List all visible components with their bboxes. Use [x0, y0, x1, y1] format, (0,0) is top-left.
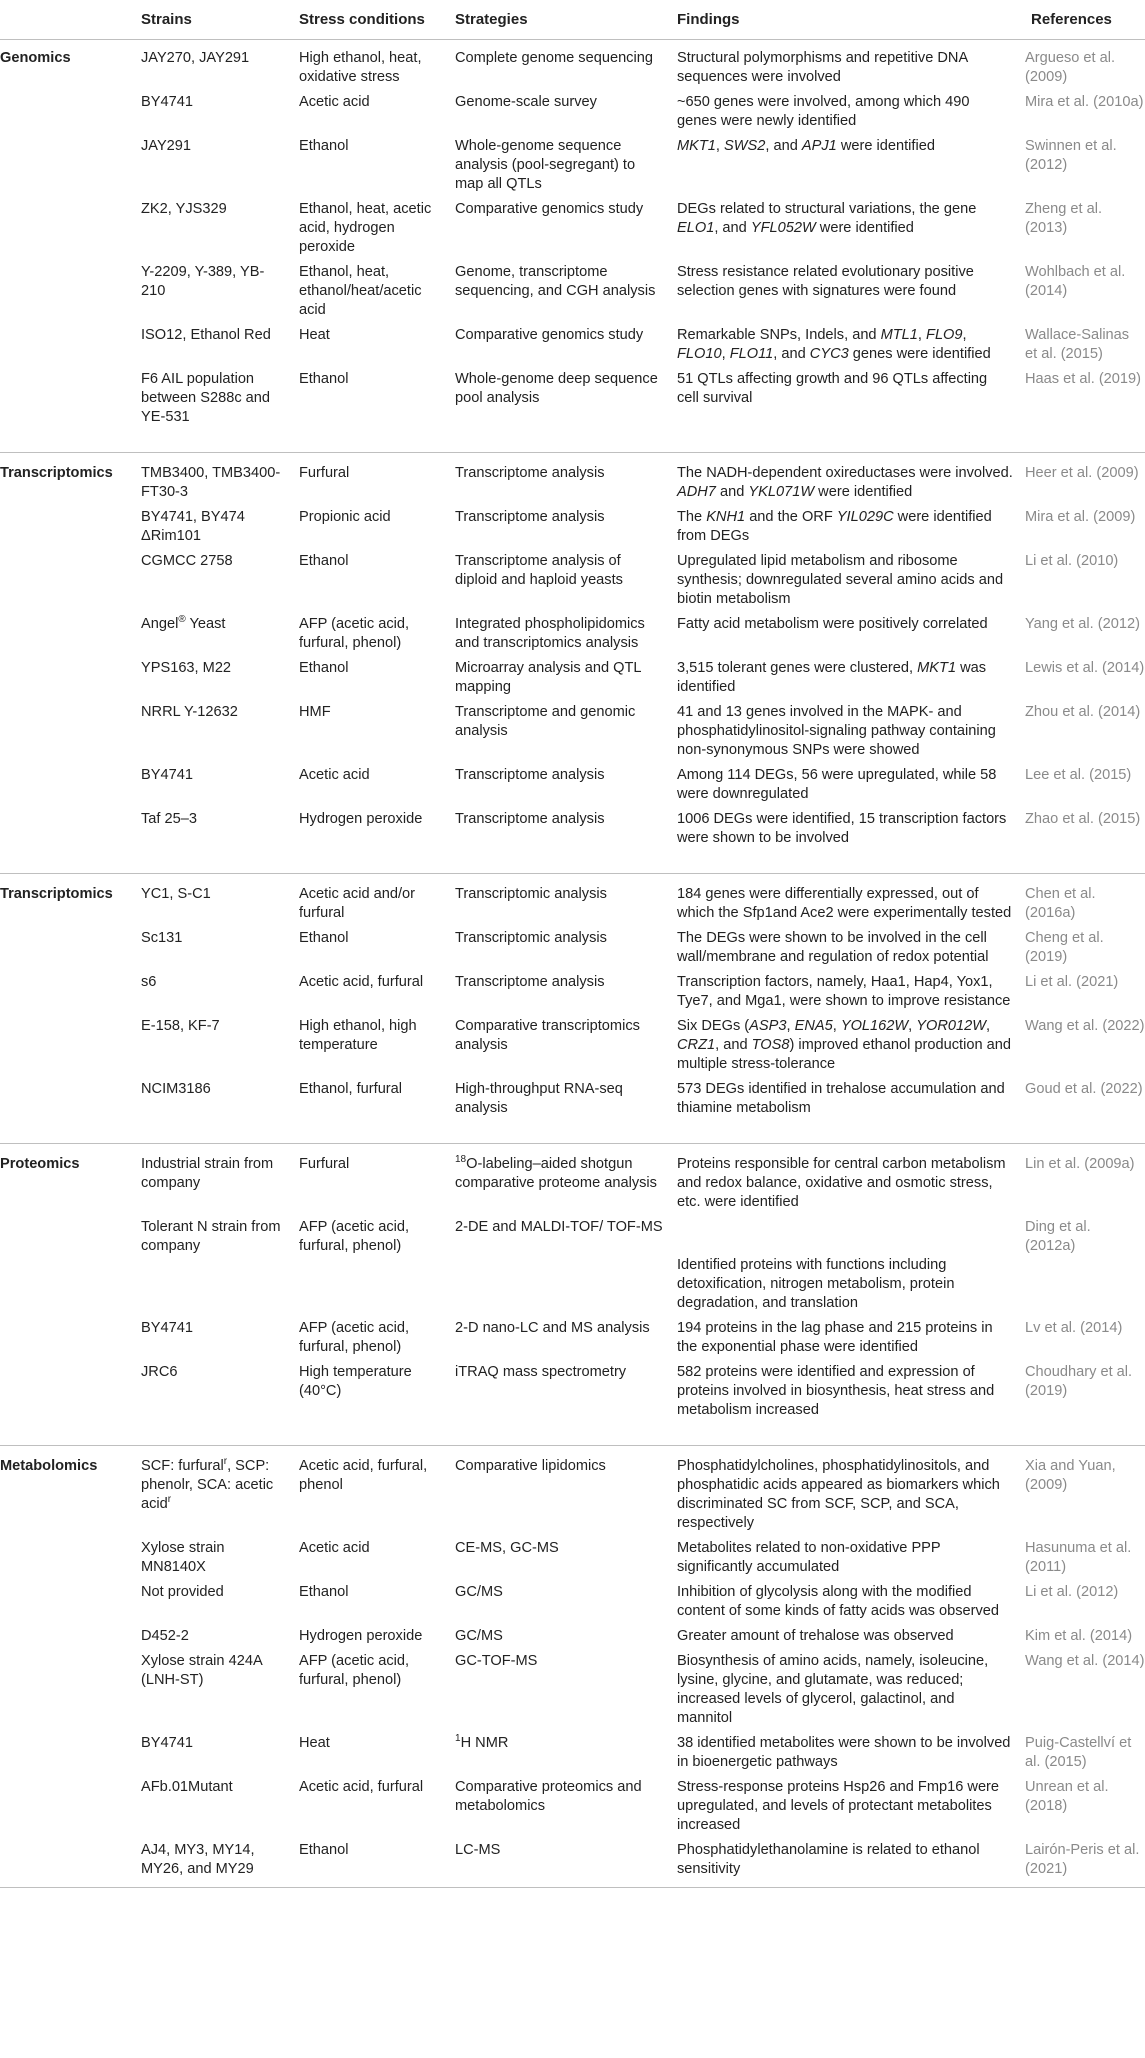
strategy-cell: Transcriptome analysis	[455, 811, 605, 827]
stress-cell: Acetic acid	[299, 94, 370, 110]
table-body	[0, 40, 1145, 1888]
strategy-cell: $^{18}$O-labeling–aided shotgun comparative proteome analysis	[455, 1154, 657, 1191]
findings-cell: Six DEGs (ASP3, ENA5, YOL162W, YOR012W, CRZ1, and TOS8) improved ethanol production and multiple stress-tolerance	[677, 1018, 1011, 1072]
findings-cell: Among 114 DEGs, 56 were upregulated, while 58 were downregulated	[677, 767, 997, 802]
header-row	[0, 0, 1145, 40]
reference-cell: Wang et al. (2014)	[1025, 1653, 1145, 1669]
reference-cell: Wohlbach et al. (2014)	[1025, 264, 1126, 299]
findings-cell: Upregulated lipid metabolism and ribosome synthesis; downregulated several amino acids and biotin metabolism	[677, 553, 1004, 607]
strategy-cell: Microarray analysis and QTL mapping	[455, 660, 641, 695]
stress-cell: Hydrogen peroxide	[299, 1628, 423, 1644]
stress-cell: Ethanol	[299, 1584, 349, 1600]
category-label	[0, 1536, 135, 1580]
category-label	[0, 1580, 135, 1624]
strategy-cell: Transcriptome and genomic analysis	[455, 704, 636, 739]
category-label	[0, 134, 135, 197]
stress-cell: Ethanol	[299, 553, 349, 569]
stress-cell: Acetic acid	[299, 1540, 370, 1556]
strains-cell: JRC6	[141, 1364, 178, 1380]
findings-cell: Metabolites related to non-oxidative PPP significantly accumulated	[677, 1540, 941, 1575]
category-label	[0, 505, 135, 549]
stress-cell: Heat	[299, 1735, 330, 1751]
table-row	[0, 1536, 1145, 1580]
strategy-cell: CE-MS, GC-MS	[455, 1540, 559, 1556]
strategy-cell: Transcriptome analysis	[455, 974, 605, 990]
category-label	[0, 1014, 135, 1077]
strategy-cell: Transcriptome analysis	[455, 465, 605, 481]
header-stress: Stress conditions	[293, 0, 449, 40]
strategy-cell: Complete genome sequencing	[455, 50, 653, 66]
stress-cell: Ethanol	[299, 371, 349, 387]
reference-cell: Wang et al. (2022)	[1025, 1018, 1145, 1034]
reference-cell: Mira et al. (2009)	[1025, 509, 1136, 525]
strains-cell: Sc131	[141, 930, 183, 946]
stress-cell: High ethanol, high temperature	[299, 1018, 417, 1053]
strains-cell: ISO12, Ethanol Red	[141, 327, 271, 343]
category-label	[0, 807, 135, 851]
strategy-cell: GC/MS	[455, 1584, 503, 1600]
strains-cell: BY4741	[141, 1320, 193, 1336]
reference-cell: Kim et al. (2014)	[1025, 1628, 1133, 1644]
reference-cell: Argueso et al. (2009)	[1025, 50, 1116, 85]
strategy-cell: Genome-scale survey	[455, 94, 597, 110]
findings-cell: 184 genes were differentially expressed, out of which the Sfp1and Ace2 were experimentally tested	[677, 886, 1012, 921]
strategy-cell: Genome, transcriptome sequencing, and CGH analysis	[455, 264, 656, 299]
stress-cell: Propionic acid	[299, 509, 391, 525]
category-label	[0, 367, 135, 430]
reference-cell: Lee et al. (2015)	[1025, 767, 1132, 783]
strategy-cell: Whole-genome deep sequence pool analysis	[455, 371, 658, 406]
stress-cell: Ethanol, heat, acetic acid, hydrogen peroxide	[299, 201, 432, 255]
table-row	[0, 1215, 1145, 1316]
section-divider	[0, 1446, 1145, 1455]
findings-cell: DEGs related to structural variations, the gene ELO1, and YFL052W were identified	[677, 201, 977, 236]
reference-cell: Li et al. (2021)	[1025, 974, 1119, 990]
strains-cell: TMB3400, TMB3400-FT30-3	[141, 465, 281, 500]
findings-cell: The KNH1 and the ORF YIL029C were identified from DEGs	[677, 509, 992, 544]
section-divider	[0, 453, 1145, 462]
strains-cell: AJ4, MY3, MY14, MY26, and MY29	[135, 1838, 293, 1888]
strains-cell: CGMCC 2758	[141, 553, 233, 569]
category-label	[0, 1316, 135, 1360]
findings-cell: Biosynthesis of amino acids, namely, isoleucine, lysine, glycine, and glutamate, was reduced; increased levels of glycerol, galactinol, and mannitol	[677, 1653, 989, 1726]
table-row	[0, 1454, 1145, 1536]
strains-cell: F6 AIL population between S288c and YE-531	[141, 371, 271, 425]
strains-cell: Y-2209, Y-389, YB-210	[141, 264, 265, 299]
stress-cell: Heat	[299, 327, 330, 343]
stress-cell: Ethanol	[293, 1838, 449, 1888]
findings-cell: 41 and 13 genes involved in the MAPK- and phosphatidylinositol-signaling pathway containing non-synonymous SNPs were showed	[677, 704, 996, 758]
findings-cell: 38 identified metabolites were shown to be involved in bioenergetic pathways	[677, 1735, 1011, 1770]
stress-cell: Acetic acid, furfural	[299, 1779, 424, 1795]
header-strains: Strains	[135, 0, 293, 40]
strategy-cell: Integrated phospholipidomics and transcriptomics analysis	[455, 616, 645, 651]
reference-cell: Cheng et al. (2019)	[1025, 930, 1104, 965]
category-label	[0, 1649, 135, 1731]
strains-cell: JAY291	[141, 138, 192, 154]
table-row	[0, 549, 1145, 612]
strategy-cell: Transcriptomic analysis	[455, 930, 607, 946]
findings-cell: Greater amount of trehalose was observed	[677, 1628, 954, 1644]
category-label	[0, 260, 135, 323]
strategy-cell: GC-TOF-MS	[455, 1653, 538, 1669]
strategy-cell: Transcriptome analysis	[455, 509, 605, 525]
findings-cell: The NADH-dependent oxireductases were involved. ADH7 and YKL071W were identified	[677, 465, 1013, 500]
category-label: Proteomics	[0, 1156, 80, 1172]
strains-cell: Tolerant N strain from company	[141, 1219, 281, 1254]
strains-cell: BY4741	[141, 94, 193, 110]
strains-cell: D452-2	[141, 1628, 189, 1644]
stress-cell: Ethanol	[299, 138, 349, 154]
strains-cell: E-158, KF-7	[141, 1018, 220, 1034]
category-label	[0, 1624, 135, 1649]
findings-cell: Stress-response proteins Hsp26 and Fmp16 were upregulated, and levels of protectant metabolites increased	[677, 1779, 1000, 1833]
strategy-cell: Comparative lipidomics	[455, 1458, 606, 1474]
strains-cell: Angel® Yeast	[141, 614, 226, 632]
category-label: Metabolomics	[0, 1458, 98, 1474]
strategy-cell: Comparative genomics study	[455, 327, 644, 343]
stress-cell: Ethanol	[299, 930, 349, 946]
findings-cell: Inhibition of glycolysis along with the modified content of some kinds of fatty acids was observed	[677, 1584, 1000, 1619]
reference-cell: Zhao et al. (2015)	[1025, 811, 1141, 827]
section-spacer	[0, 1423, 1145, 1446]
category-label	[0, 1731, 135, 1775]
findings-cell: MKT1, SWS2, and APJ1 were identified	[677, 138, 935, 154]
table-row	[0, 1731, 1145, 1775]
stress-cell: AFP (acetic acid, furfural, phenol)	[299, 1320, 410, 1355]
category-label	[0, 970, 135, 1014]
findings-cell: Remarkable SNPs, Indels, and MTL1, FLO9, FLO10, FLO11, and CYC3 genes were identified	[677, 327, 991, 362]
table-row	[0, 461, 1145, 505]
reference-cell: Li et al. (2010)	[1025, 553, 1119, 569]
table-row	[0, 1152, 1145, 1215]
category-label	[0, 90, 135, 134]
findings-cell: ~650 genes were involved, among which 490 genes were newly identified	[677, 94, 970, 129]
strategy-cell: Comparative genomics study	[455, 201, 644, 217]
table-row	[0, 134, 1145, 197]
strategy-cell: $^1$H NMR	[455, 1733, 509, 1751]
strategy-cell: LC-MS	[449, 1838, 671, 1888]
table-row	[0, 260, 1145, 323]
reference-cell: Heer et al. (2009)	[1025, 465, 1139, 481]
category-label	[0, 197, 135, 260]
category-label: Transcriptomics	[0, 465, 113, 481]
findings-cell: Structural polymorphisms and repetitive DNA sequences were involved	[677, 50, 968, 85]
strains-cell: Xylose strain MN8140X	[141, 1540, 225, 1575]
strategy-cell: 2-D nano-LC and MS analysis	[455, 1320, 650, 1336]
table-row	[0, 612, 1145, 656]
findings-cell: 573 DEGs identified in trehalose accumulation and thiamine metabolism	[677, 1081, 1005, 1116]
reference-cell: Lin et al. (2009a)	[1025, 1156, 1135, 1172]
findings-cell: Identified proteins with functions including detoxification, nitrogen metabolism, protein degradation, and translation	[677, 1257, 955, 1311]
section-divider	[0, 1144, 1145, 1153]
strains-cell: SCF: furfural$^r$, SCP: phenolr, SCA: acetic acid$^r$	[141, 1456, 274, 1512]
table-row	[0, 882, 1145, 926]
category-label: Transcriptomics	[0, 886, 113, 902]
table-row	[0, 700, 1145, 763]
header-findings: Findings	[671, 0, 1019, 40]
findings-cell: 582 proteins were identified and expression of proteins involved in biosynthesis, heat stress and metabolism increased	[677, 1364, 995, 1418]
category-label	[0, 700, 135, 763]
strains-cell: ZK2, YJS329	[141, 201, 227, 217]
table-row	[0, 1838, 1145, 1888]
table-row	[0, 197, 1145, 260]
strains-cell: NCIM3186	[141, 1081, 211, 1097]
category-label	[0, 549, 135, 612]
stress-cell: Furfural	[299, 465, 350, 481]
strains-cell: s6	[141, 974, 157, 990]
reference-cell: Li et al. (2012)	[1025, 1584, 1119, 1600]
reference-cell: Goud et al. (2022)	[1025, 1081, 1143, 1097]
strategy-cell: iTRAQ mass spectrometry	[455, 1364, 627, 1380]
header-strategies: Strategies	[449, 0, 671, 40]
strains-cell: BY4741	[141, 1735, 193, 1751]
reference-cell: Xia and Yuan, (2009)	[1025, 1458, 1116, 1493]
section-spacer	[0, 430, 1145, 453]
table-row	[0, 970, 1145, 1014]
strains-cell: JAY270, JAY291	[141, 50, 250, 66]
findings-cell: The DEGs were shown to be involved in the cell wall/membrane and regulation of redox potential	[677, 930, 989, 965]
header-references: References	[1019, 0, 1145, 40]
strategy-cell: Whole-genome sequence analysis (pool-segregant) to map all QTLs	[455, 138, 636, 192]
section-divider	[0, 874, 1145, 883]
findings-cell: 3,515 tolerant genes were clustered, MKT1 was identified	[677, 660, 987, 695]
table-row	[0, 1775, 1145, 1838]
strains-cell: AFb.01Mutant	[141, 1779, 233, 1795]
reference-cell: Hasunuma et al. (2011)	[1025, 1540, 1132, 1575]
findings-cell: Stress resistance related evolutionary positive selection genes with signatures were found	[677, 264, 974, 299]
table-row	[0, 1624, 1145, 1649]
stress-cell: Acetic acid, furfural, phenol	[299, 1458, 428, 1493]
category-label	[0, 926, 135, 970]
strains-cell: YPS163, M22	[141, 660, 232, 676]
reference-cell: Mira et al. (2010a)	[1025, 94, 1144, 110]
table-row	[0, 367, 1145, 430]
stress-cell: Ethanol, heat, ethanol/heat/acetic acid	[299, 264, 422, 318]
reference-cell: Haas et al. (2019)	[1025, 371, 1142, 387]
category-label	[0, 323, 135, 367]
category-label	[0, 1775, 135, 1838]
table-row	[0, 656, 1145, 700]
strategy-cell: Comparative transcriptomics analysis	[455, 1018, 640, 1053]
stress-cell: High temperature (40°C)	[299, 1364, 412, 1399]
stress-cell: AFP (acetic acid, furfural, phenol)	[299, 1653, 410, 1688]
strategy-cell: Comparative proteomics and metabolomics	[455, 1779, 642, 1814]
stress-cell: Ethanol	[299, 660, 349, 676]
reference-cell: Lairón-Peris et al. (2021)	[1019, 1838, 1145, 1888]
findings-cell: 194 proteins in the lag phase and 215 proteins in the exponential phase were identified	[677, 1320, 993, 1355]
table-row	[0, 46, 1145, 90]
category-label	[0, 1838, 135, 1888]
strategy-cell: Transcriptomic analysis	[455, 886, 607, 902]
section-spacer	[0, 1121, 1145, 1144]
reference-cell: Lewis et al. (2014)	[1025, 660, 1145, 676]
strains-cell: BY4741, BY474 ΔRim101	[141, 509, 245, 544]
category-label	[0, 763, 135, 807]
strategy-cell: Transcriptome analysis of diploid and haploid yeasts	[455, 553, 623, 588]
stress-cell: Acetic acid and/or furfural	[299, 886, 416, 921]
stress-cell: High ethanol, heat, oxidative stress	[299, 50, 422, 85]
reference-cell: Zhou et al. (2014)	[1025, 704, 1141, 720]
stress-cell: Ethanol, furfural	[299, 1081, 403, 1097]
table-row	[0, 926, 1145, 970]
header-category	[0, 0, 135, 40]
reference-cell: Swinnen et al. (2012)	[1025, 138, 1117, 173]
findings-cell: 51 QTLs affecting growth and 96 QTLs affecting cell survival	[677, 371, 988, 406]
stress-cell: Hydrogen peroxide	[299, 811, 423, 827]
strains-cell: Xylose strain 424A (LNH-ST)	[141, 1653, 262, 1688]
table-row	[0, 1316, 1145, 1360]
reference-cell: Wallace-Salinas et al. (2015)	[1025, 327, 1130, 362]
stress-cell: AFP (acetic acid, furfural, phenol)	[299, 616, 410, 651]
table-row	[0, 1360, 1145, 1423]
stress-cell: Furfural	[299, 1156, 350, 1172]
section-spacer	[0, 851, 1145, 874]
table-row	[0, 90, 1145, 134]
table-row	[0, 1649, 1145, 1731]
strategy-cell: High-throughput RNA-seq analysis	[455, 1081, 623, 1116]
strains-cell: NRRL Y-12632	[141, 704, 238, 720]
strains-cell: BY4741	[141, 767, 193, 783]
table-row	[0, 763, 1145, 807]
findings-cell: Fatty acid metabolism were positively correlated	[677, 616, 988, 632]
strains-cell: Not provided	[141, 1584, 224, 1600]
table-row	[0, 807, 1145, 851]
category-label	[0, 656, 135, 700]
category-label: Genomics	[0, 50, 71, 66]
table-row	[0, 1077, 1145, 1121]
category-label	[0, 1215, 135, 1316]
findings-cell: Phosphatidylethanolamine is related to ethanol sensitivity	[671, 1838, 1019, 1888]
table-row	[0, 1014, 1145, 1077]
reference-cell: Unrean et al. (2018)	[1025, 1779, 1109, 1814]
stress-cell: AFP (acetic acid, furfural, phenol)	[299, 1219, 410, 1254]
strategy-cell: Transcriptome analysis	[455, 767, 605, 783]
stress-cell: Acetic acid, furfural	[299, 974, 424, 990]
category-label	[0, 1360, 135, 1423]
reference-cell: Yang et al. (2012)	[1025, 616, 1140, 632]
reference-cell: Lv et al. (2014)	[1025, 1320, 1123, 1336]
category-label	[0, 612, 135, 656]
reference-cell: Ding et al. (2012a)	[1025, 1219, 1091, 1254]
stress-cell: HMF	[299, 704, 331, 720]
strategy-cell: 2-DE and MALDI-TOF/ TOF-MS	[455, 1219, 663, 1235]
reference-cell: Puig-Castellví et al. (2015)	[1025, 1735, 1132, 1770]
findings-cell: 1006 DEGs were identified, 15 transcription factors were shown to be involved	[677, 811, 1007, 846]
stress-cell: Acetic acid	[299, 767, 370, 783]
findings-cell: Transcription factors, namely, Haa1, Hap4, Yox1, Tye7, and Mga1, were shown to improve resistance	[677, 974, 1011, 1009]
strains-cell: Industrial strain from company	[141, 1156, 274, 1191]
strategy-cell: GC/MS	[455, 1628, 503, 1644]
table-row	[0, 505, 1145, 549]
findings-cell: Phosphatidylcholines, phosphatidylinositols, and phosphatidic acids appeared as biomarkers which discriminated SC from SCF, SCP, and SCA, respectively	[677, 1458, 1000, 1531]
category-label	[0, 1077, 135, 1121]
table-row	[0, 1580, 1145, 1624]
findings-cell: Proteins responsible for central carbon metabolism and redox balance, oxidative and osmotic stress, etc. were identified	[677, 1156, 1006, 1210]
strains-cell: YC1, S-C1	[141, 886, 211, 902]
table-row	[0, 323, 1145, 367]
reference-cell: Chen et al. (2016a)	[1025, 886, 1096, 921]
strains-cell: Taf 25–3	[141, 811, 197, 827]
reference-cell: Zheng et al. (2013)	[1025, 201, 1103, 236]
reference-cell: Choudhary et al. (2019)	[1025, 1364, 1133, 1399]
